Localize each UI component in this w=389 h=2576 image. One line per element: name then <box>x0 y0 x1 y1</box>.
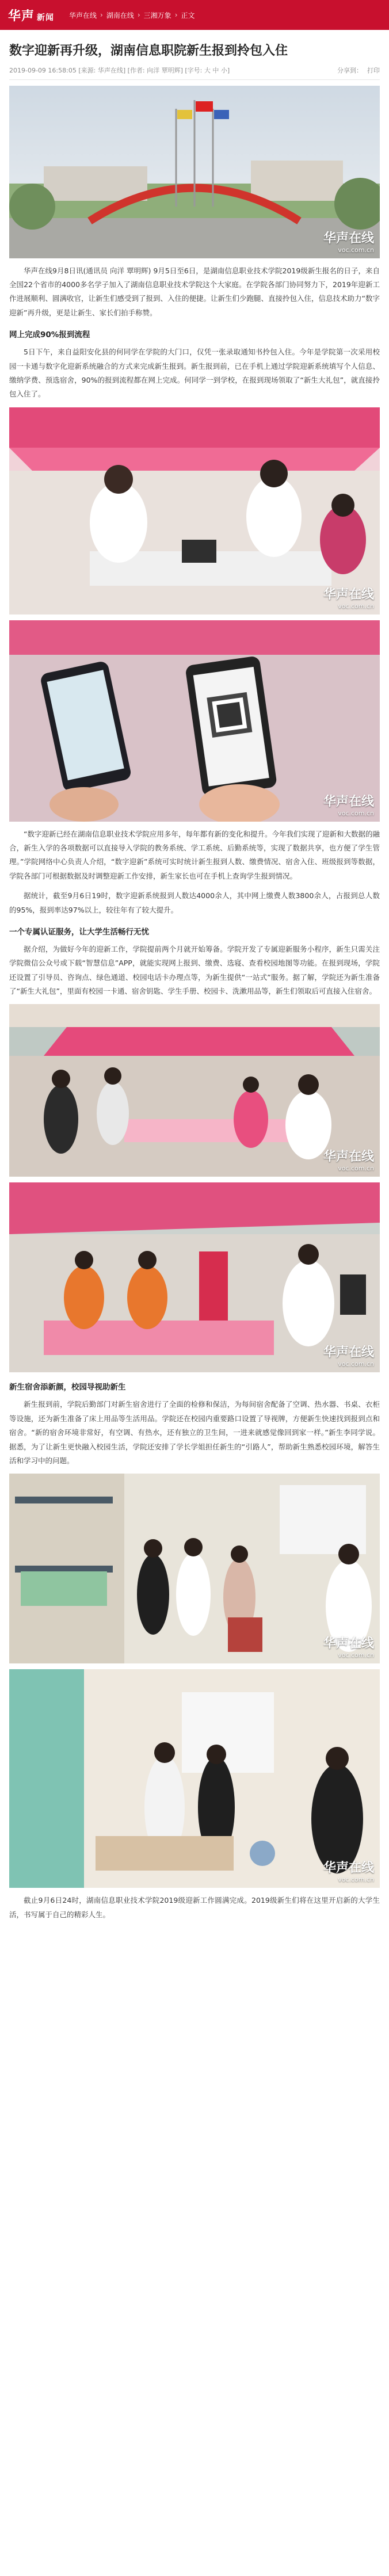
article-paragraph: 新生报到前，学院后勤部门对新生宿舍进行了全面的检修和保洁，为每间宿舍配备了空调、热水器、书桌、衣柜等设施，还为新生准备了床上用品等生活用品。学院还在校园内重要路口设置了导视牌，方便新生快速找到报到点和宿舍。“新的宿舍环境非常好，有空调、有热水，还有独立的卫生间，一进来就感觉像回到家一样。”新生李同学说。据悉，为了让新生更快融入校园生活，学院还安排了学长学姐担任新生的“引路人”，帮助新生熟悉校园环境，解答生活和学习中的问题。 <box>9 1400 380 1465</box>
top-bar <box>0 0 389 30</box>
article-meta-info: 2019-09-09 16:58:05 [来源: 华声在线] [作者: 向洋 覃明辉] [字号: 大 中 小] <box>9 66 230 74</box>
breadcrumb-item: 正文 <box>181 11 195 20</box>
share-label[interactable]: 分享到： <box>337 66 363 74</box>
section-heading: 网上完成90%报到流程 <box>9 330 90 340</box>
breadcrumb-item[interactable]: 华声在线 <box>69 11 97 20</box>
breadcrumb <box>69 10 195 20</box>
photo-crowd-tents <box>9 1004 380 1177</box>
article-paragraph: 截止9月6日24时，湖南信息职业技术学院2019级迎新工作圆满完成。2019级新生们将在这里开启新的大学生活，书写属于自己的精彩人生。 <box>9 1896 380 1919</box>
logo-text: 华声 <box>8 8 35 24</box>
photo-phone-scan <box>9 620 380 822</box>
photo-dorm-visit <box>9 1474 380 1663</box>
section-heading: 一个专属认证服务，让大学生活畅行无忧 <box>9 927 149 937</box>
breadcrumb-separator: › <box>174 11 178 19</box>
article-title: 数字迎新再升级，湖南信息职院新生报到拎包入住 <box>9 44 288 58</box>
article-paragraph: 华声在线9月8日讯(通讯员 向洋 覃明辉) 9月5日至6日，是湖南信息职业技术学院2019级新生报名的日子，来自全国22个省市的4000多名学子加入了湖南信息职业技术学院这个大家庭。在学院各部门协同努力下，2019年迎新工作进展顺利、圆满收官，让新生们感受到了报到、入住的便捷。让新生们少跑腿、直接拎包入住，信息技术助力“数字迎新”再升级，更是让新生、家长们拍手称赞。 <box>9 266 380 317</box>
photo-registration-tent <box>9 407 380 615</box>
article-paragraph: 据介绍，为做好今年的迎新工作，学院提前两个月就开始筹备。学院开发了专属迎新服务小程序，新生只需关注学院微信公众号或下载“智慧信息”APP，就能实现网上报到、缴费、选寝、查看校园地图等功能。在报到现场，学院还设置了引导员、咨询点、绿色通道、校园电话卡办理点等，为新生提供“一站式”服务。据了解，学院还为新生准备了“新生大礼包”，里面有校园一卡通、宿舍钥匙、学生手册、校园卡、洗漱用品等，新生们领取后可直接入住宿舍。 <box>9 944 380 996</box>
photo-watermark: 华声在线 voc.com.cn <box>323 793 374 817</box>
photo-campus-gate <box>9 86 380 258</box>
article-page <box>0 43 389 1922</box>
article-paragraph: “数字迎新已经在湖南信息职业技术学院应用多年，每年都有新的变化和提升。今年我们实现了迎新和大数据的融合，新生入学的各项数据可以直接导入学院的教务系统、学工系统、后勤系统等，实现了数据共享，也方便了学生管理。”学院网络中心负责人介绍，“数字迎新”系统可实时统计新生报到人数、缴费情况、宿舍入住、班级报到等数据，学院各部门可根据数据及时调整迎新工作安排，新生家长也可在手机上查询学生报到情况。 <box>9 829 380 880</box>
article-paragraph: 据统计，截至9月6日19时，数字迎新系统报到人数达4000余人，其中网上缴费人数3800余人，占报到总人数的95%，报到率达97%以上，较往年有了较大提升。 <box>9 891 380 914</box>
photo-volunteers <box>9 1182 380 1372</box>
logo-subtext: 新闻 <box>37 13 55 22</box>
article-paragraph: 5日下午，来自益阳安化县的何同学在学院的大门口，仅凭一张录取通知书拎包入住。今年是学院第一次采用校园一卡通与数字化迎新系统融合的方式来完成新生报到。新生报到前，已在手机上通过学院迎新系统填写个人信息、缴纳学费、预选宿舍，90%的报到流程都在网上完成。何同学一到学校，在报到现场领取了“新生大礼包”，就直接拎包入住了。 <box>9 348 380 399</box>
breadcrumb-separator: › <box>137 11 140 19</box>
breadcrumb-item[interactable]: 湖南在线 <box>106 11 134 20</box>
article-tools <box>337 66 380 75</box>
site-logo[interactable] <box>8 6 54 24</box>
photo-watermark: 华声在线 voc.com.cn <box>323 1860 374 1884</box>
photo-watermark: 华声在线 voc.com.cn <box>323 1345 374 1368</box>
article-meta <box>9 66 380 80</box>
photo-watermark: 华声在线 voc.com.cn <box>323 586 374 610</box>
print-button[interactable]: 打印 <box>367 66 380 74</box>
breadcrumb-item[interactable]: 三湘万象 <box>143 11 171 20</box>
photo-dorm-interior <box>9 1669 380 1888</box>
photo-watermark: 华声在线 voc.com.cn <box>323 1636 374 1659</box>
photo-watermark: 华声在线 voc.com.cn <box>323 230 374 254</box>
photo-watermark: 华声在线 voc.com.cn <box>323 1149 374 1173</box>
section-heading: 新生宿舍添新颜，校园导视助新生 <box>9 1383 126 1392</box>
breadcrumb-separator: › <box>100 11 103 19</box>
